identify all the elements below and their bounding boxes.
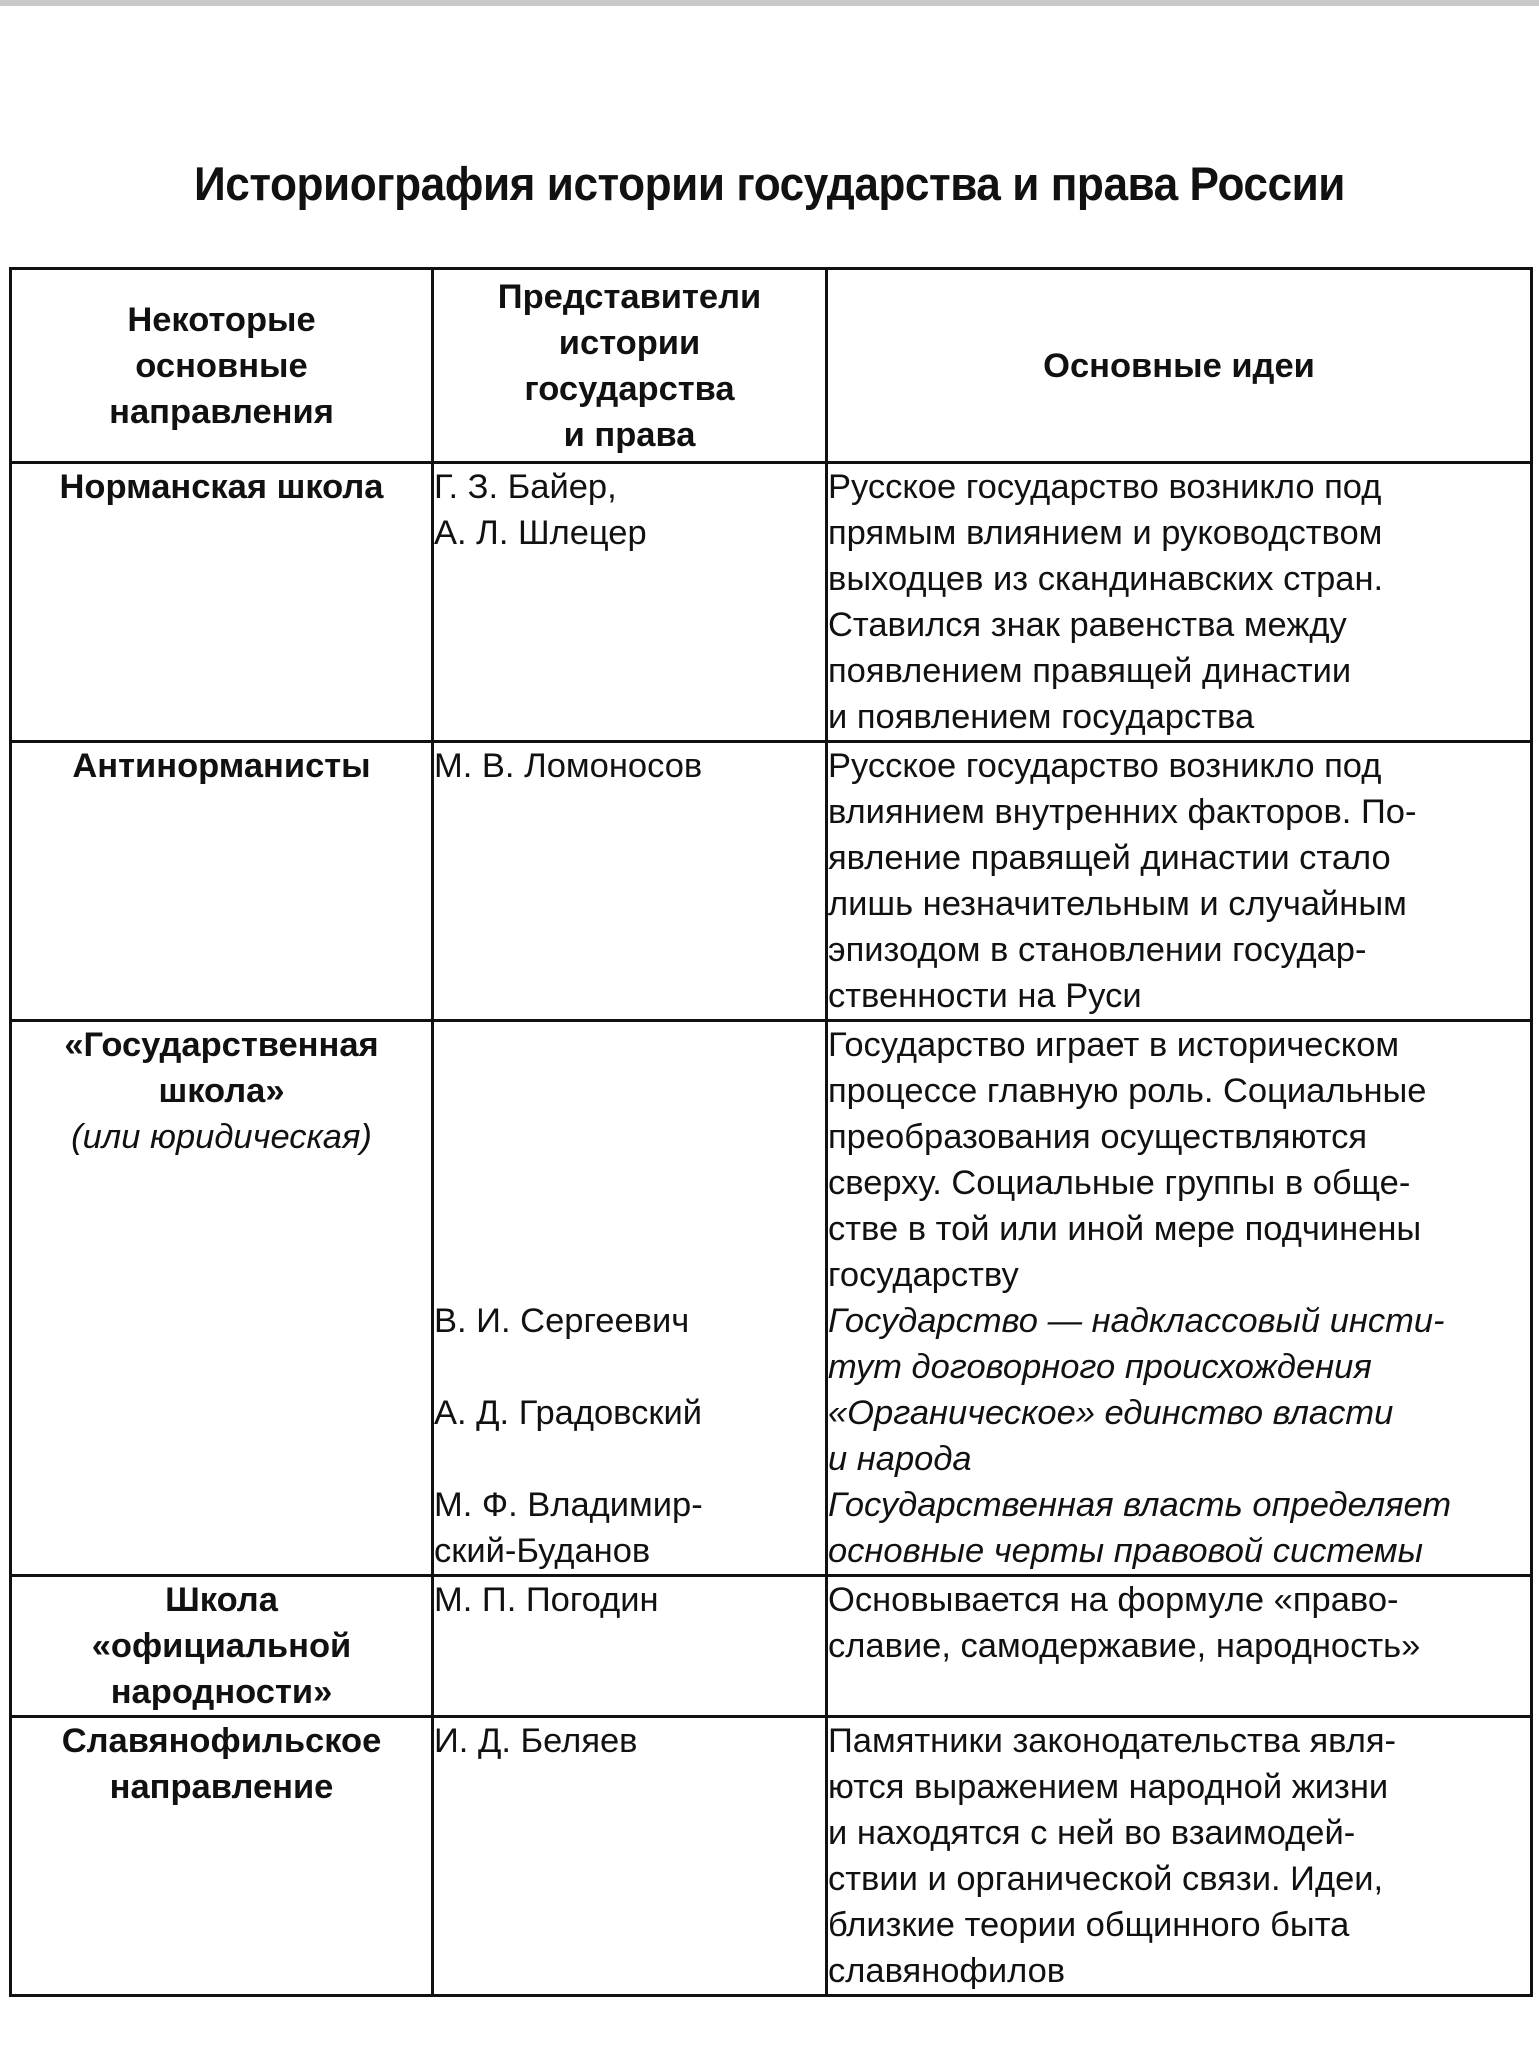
idea-line-italic: Государство — надклассовый инсти- bbox=[828, 1302, 1445, 1340]
header-text-line: Основные идеи bbox=[1043, 346, 1315, 385]
representatives-cell bbox=[433, 463, 827, 742]
direction-name: Славянофильское bbox=[61, 1722, 382, 1760]
idea-line: Русское государство возникло под bbox=[828, 468, 1382, 506]
direction-cell bbox=[11, 1576, 433, 1717]
table-row bbox=[11, 742, 1532, 1021]
direction-name: Норманская школа bbox=[59, 468, 384, 506]
idea-line: славие, самодержавие, народность» bbox=[828, 1627, 1421, 1665]
representatives-cell bbox=[433, 1576, 827, 1717]
idea-line-italic: и народа bbox=[828, 1440, 972, 1478]
idea-line-italic: «Органическое» единство власти bbox=[828, 1394, 1394, 1432]
table-header-row bbox=[11, 269, 1532, 463]
idea-line: лишь незначительным и случайным bbox=[828, 885, 1407, 923]
idea-line: прямым влиянием и руководством bbox=[828, 514, 1383, 552]
header-text-line: направления bbox=[109, 392, 334, 431]
header-directions bbox=[11, 269, 433, 463]
direction-subtitle: (или юридическая) bbox=[71, 1118, 372, 1156]
historiography-table bbox=[9, 267, 1533, 1997]
blank-line bbox=[434, 1252, 825, 1298]
representative-line: И. Д. Беляев bbox=[434, 1722, 638, 1760]
representative-line: М. П. Погодин bbox=[434, 1581, 659, 1619]
idea-line: влиянием внутренних факторов. По- bbox=[828, 793, 1417, 831]
direction-name: народности» bbox=[110, 1673, 333, 1711]
blank-line bbox=[434, 1160, 825, 1206]
idea-line: эпизодом в становлении государ- bbox=[828, 931, 1367, 969]
idea-line: Ставился знак равенства между bbox=[828, 606, 1347, 644]
direction-name: Школа bbox=[165, 1581, 278, 1619]
idea-line: ствии и органической связи. Идеи, bbox=[828, 1860, 1384, 1898]
header-text-line: истории bbox=[558, 323, 701, 362]
blank-line bbox=[434, 1436, 825, 1482]
representative-line: В. И. Сергеевич bbox=[434, 1302, 690, 1340]
idea-line: Основывается на формуле «право- bbox=[828, 1581, 1399, 1619]
representatives-cell bbox=[433, 1717, 827, 1996]
blank-line bbox=[434, 1206, 825, 1252]
representative-line: М. Ф. Владимир- bbox=[434, 1486, 703, 1524]
blank-line bbox=[434, 1114, 825, 1160]
idea-line-italic: тут договорного происхождения bbox=[828, 1348, 1372, 1386]
blank-line bbox=[434, 1344, 825, 1390]
representative-line: М. В. Ломоносов bbox=[434, 747, 703, 785]
direction-name: направление bbox=[109, 1768, 334, 1806]
idea-line-italic: основные черты правовой системы bbox=[828, 1532, 1423, 1570]
header-text-line: Представители bbox=[497, 277, 762, 316]
page-title: Историография истории государства и права России bbox=[194, 157, 1345, 210]
direction-cell bbox=[11, 463, 433, 742]
representative-line: Г. З. Байер, bbox=[434, 468, 617, 506]
header-text-line: Некоторые bbox=[127, 300, 316, 339]
idea-line: сверху. Социальные группы в обще- bbox=[828, 1164, 1411, 1202]
ideas-cell bbox=[827, 1576, 1532, 1717]
idea-line: и находятся с ней во взаимодей- bbox=[828, 1814, 1356, 1852]
ideas-cell bbox=[827, 463, 1532, 742]
idea-line: славянофилов bbox=[828, 1952, 1066, 1990]
idea-line: Памятники законодательства явля- bbox=[828, 1722, 1397, 1760]
header-text-line: основные bbox=[135, 346, 308, 385]
table-row bbox=[11, 1021, 1532, 1576]
direction-cell bbox=[11, 1021, 433, 1576]
blank-line bbox=[434, 1068, 825, 1114]
direction-cell bbox=[11, 1717, 433, 1996]
header-representatives bbox=[433, 269, 827, 463]
header-text-line: и права bbox=[563, 415, 696, 454]
representative-line: А. Д. Градовский bbox=[434, 1394, 702, 1432]
blank-line bbox=[434, 1022, 825, 1068]
idea-line: появлением правящей династии bbox=[828, 652, 1352, 690]
top-border-strip bbox=[0, 0, 1539, 6]
idea-line: преобразования осуществляются bbox=[828, 1118, 1368, 1156]
idea-line: ственности на Руси bbox=[828, 977, 1142, 1015]
representative-line: ский-Буданов bbox=[434, 1532, 651, 1570]
ideas-cell bbox=[827, 1717, 1532, 1996]
direction-name: «официальной bbox=[91, 1627, 352, 1665]
idea-line: Государство играет в историческом bbox=[828, 1026, 1400, 1064]
idea-line: выходцев из скандинавских стран. bbox=[828, 560, 1384, 598]
direction-name: школа» bbox=[158, 1072, 285, 1110]
table-row bbox=[11, 463, 1532, 742]
direction-name: Антинорманисты bbox=[72, 747, 371, 785]
representatives-cell bbox=[433, 1021, 827, 1576]
representatives-cell bbox=[433, 742, 827, 1021]
representative-line: А. Л. Шлецер bbox=[434, 514, 647, 552]
header-ideas bbox=[827, 269, 1532, 463]
table-row bbox=[11, 1576, 1532, 1717]
direction-name: «Государственная bbox=[64, 1026, 379, 1064]
idea-line: ются выражением народной жизни bbox=[828, 1768, 1389, 1806]
table-row bbox=[11, 1717, 1532, 1996]
ideas-cell bbox=[827, 1021, 1532, 1576]
direction-cell bbox=[11, 742, 433, 1021]
idea-line: Русское государство возникло под bbox=[828, 747, 1382, 785]
idea-line: процессе главную роль. Социальные bbox=[828, 1072, 1427, 1110]
idea-line: близкие теории общинного быта bbox=[828, 1906, 1350, 1944]
idea-line-italic: Государственная власть определяет bbox=[828, 1486, 1452, 1524]
ideas-cell bbox=[827, 742, 1532, 1021]
idea-line: государству bbox=[828, 1256, 1019, 1294]
idea-line: и появлением государства bbox=[828, 698, 1255, 736]
header-text-line: государства bbox=[524, 369, 735, 408]
idea-line: явление правящей династии стало bbox=[828, 839, 1391, 877]
idea-line: стве в той или иной мере подчинены bbox=[828, 1210, 1422, 1248]
